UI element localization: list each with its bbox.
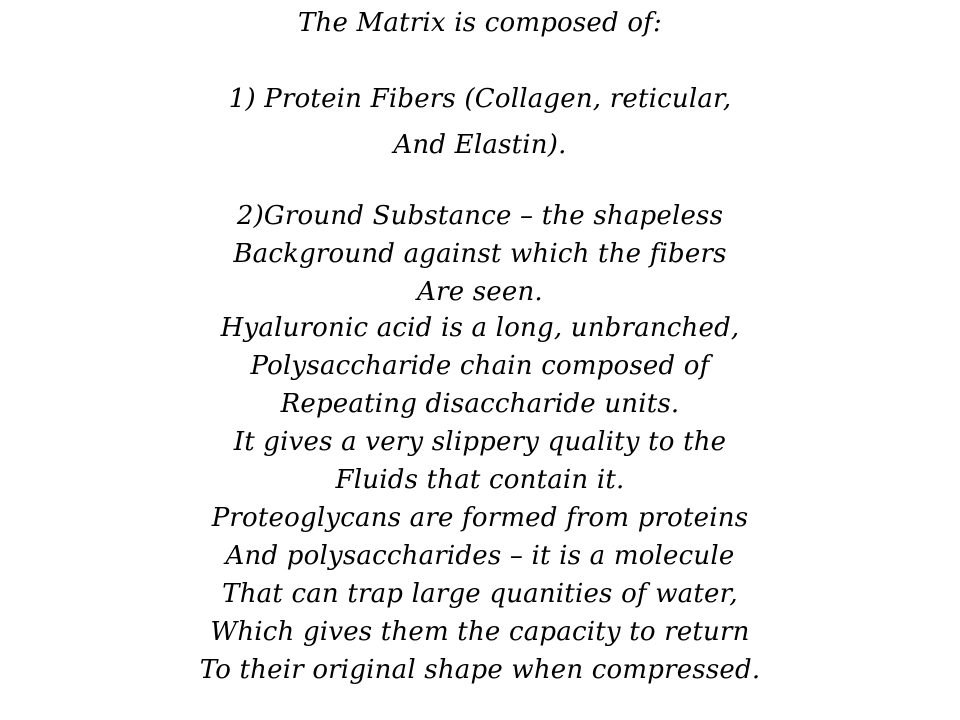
hyaluronic-line1: Hyaluronic acid is a long, unbranched, [220, 313, 740, 343]
hyaluronic-line5: Fluids that contain it. [335, 465, 625, 495]
proteoglycans-line4: Which gives them the capacity to return [210, 617, 750, 647]
item2-line3: Are seen. [417, 277, 543, 307]
proteoglycans-line1: Proteoglycans are formed from proteins [211, 503, 749, 533]
proteoglycans-line5: To their original shape when compressed. [199, 655, 761, 685]
slide-heading: The Matrix is composed of: [298, 8, 662, 38]
proteoglycans-line2: And polysaccharides – it is a molecule [225, 541, 735, 571]
item2-line2: Background against which the fibers [233, 239, 727, 269]
item2-line1: 2)Ground Substance – the shapeless [236, 201, 724, 231]
item1-line2: And Elastin). [393, 130, 567, 160]
hyaluronic-line3: Repeating disaccharide units. [280, 389, 680, 419]
hyaluronic-line4: It gives a very slippery quality to the [233, 427, 727, 457]
proteoglycans-line3: That can trap large quanities of water, [222, 579, 738, 609]
hyaluronic-line2: Polysaccharide chain composed of [250, 351, 710, 381]
item1-line1: 1) Protein Fibers (Collagen, reticular, [228, 84, 732, 114]
